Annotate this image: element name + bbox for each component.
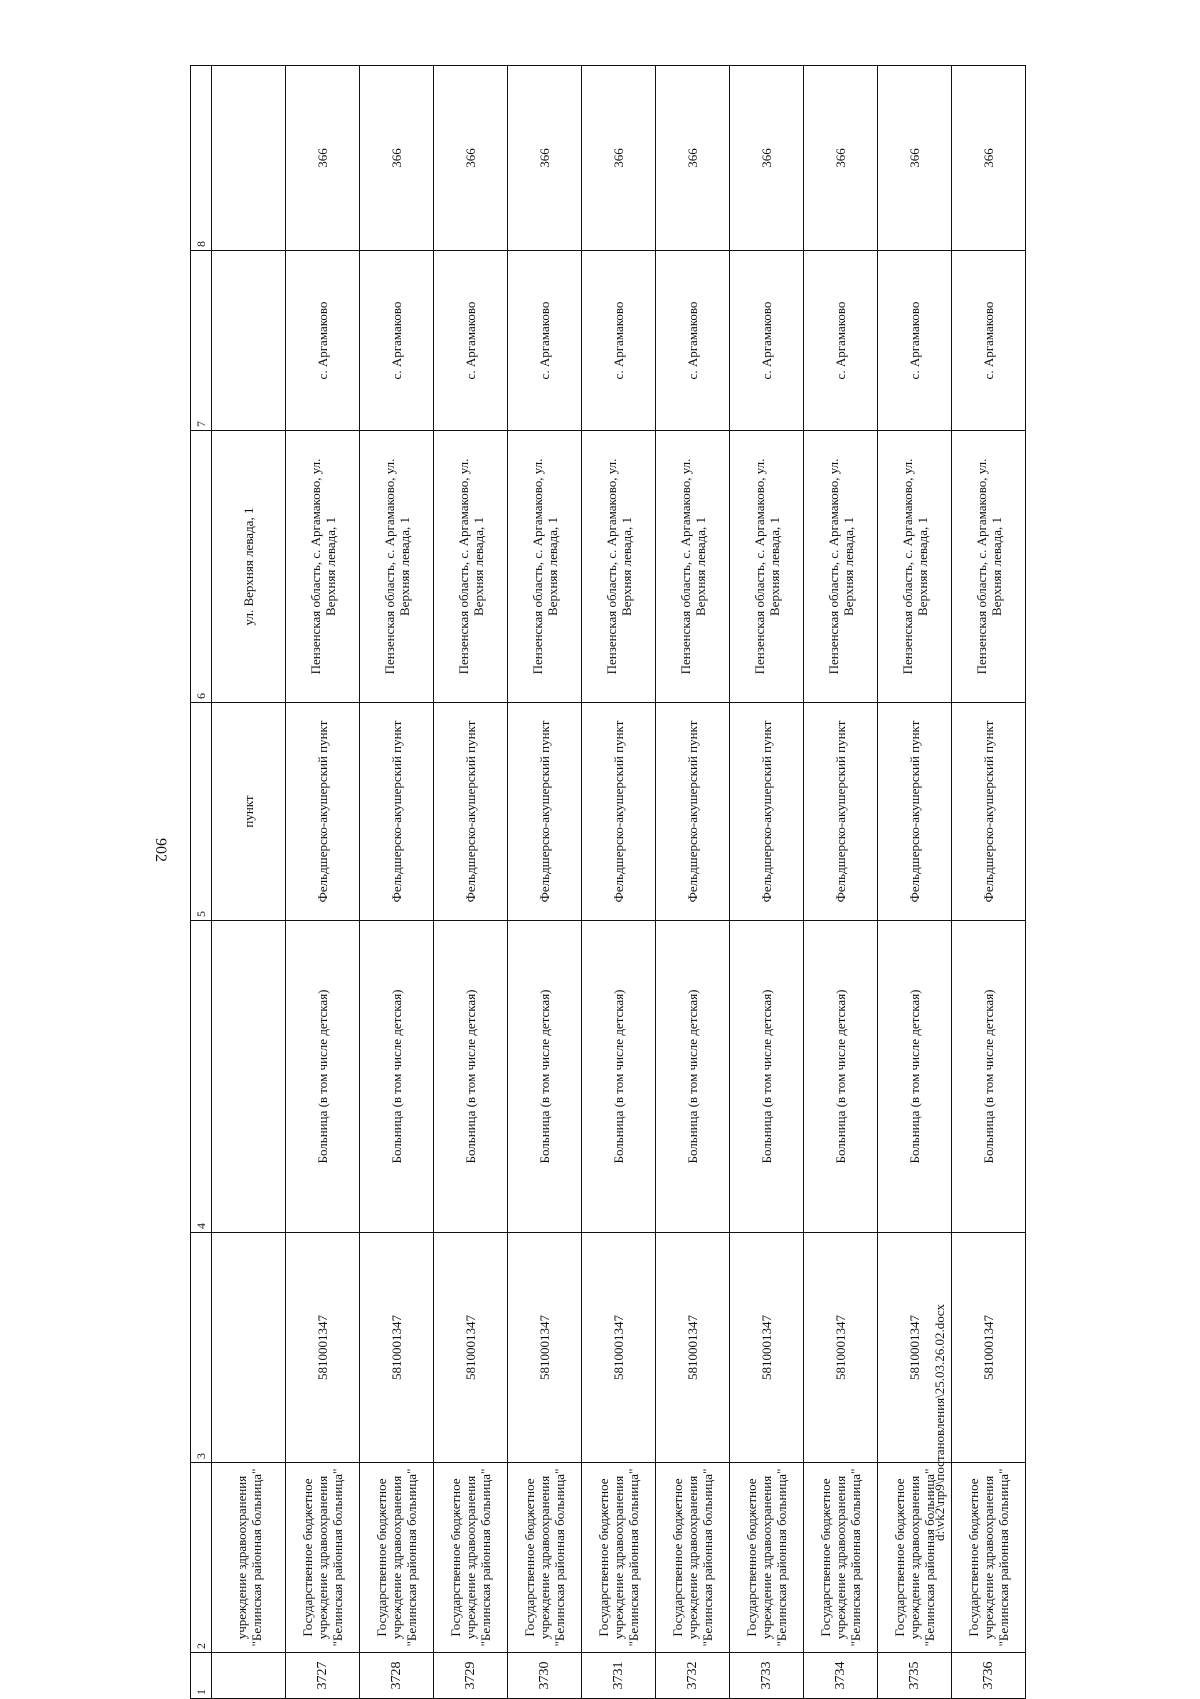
column-header: 5 — [191, 703, 212, 921]
cell-inn: 5810001347 — [582, 1233, 656, 1463]
cell-num: 3734 — [804, 1653, 878, 1699]
cell-type: Фельдшерско-акушерский пункт — [878, 703, 952, 921]
table-row — [656, 66, 730, 1699]
cell-org: Государственное бюджетное учреждение здравоохранения "Белинская районная больница" — [582, 1463, 656, 1653]
cell-inn: 5810001347 — [730, 1233, 804, 1463]
cell-code: 366 — [730, 66, 804, 251]
table-row — [952, 66, 1026, 1699]
cell-type: Фельдшерско-акушерский пункт — [952, 703, 1026, 921]
cell-address: Пензенская область, с. Аргамаково, ул. Верхняя левада, 1 — [730, 431, 804, 703]
column-header: 1 — [191, 1653, 212, 1699]
page-number: 902 — [152, 838, 169, 862]
cell-locality: с. Аргамаково — [434, 251, 508, 431]
cell-locality: с. Аргамаково — [508, 251, 582, 431]
cell-category: Больница (в том числе детская) — [360, 921, 434, 1233]
cell-locality: с. Аргамаково — [286, 251, 360, 431]
cell-address: Пензенская область, с. Аргамаково, ул. Верхняя левада, 1 — [286, 431, 360, 703]
cell-inn — [212, 1233, 286, 1463]
cell-address: Пензенская область, с. Аргамаково, ул. Верхняя левада, 1 — [804, 431, 878, 703]
cell-address: Пензенская область, с. Аргамаково, ул. Верхняя левада, 1 — [582, 431, 656, 703]
cell-locality: с. Аргамаково — [952, 251, 1026, 431]
cell-locality: с. Аргамаково — [656, 251, 730, 431]
cell-locality: с. Аргамаково — [878, 251, 952, 431]
cell-category: Больница (в том числе детская) — [508, 921, 582, 1233]
cell-category: Больница (в том числе детская) — [730, 921, 804, 1233]
cell-address: Пензенская область, с. Аргамаково, ул. Верхняя левада, 1 — [360, 431, 434, 703]
cell-address: Пензенская область, с. Аргамаково, ул. Верхняя левада, 1 — [656, 431, 730, 703]
column-header: 7 — [191, 251, 212, 431]
cell-address: Пензенская область, с. Аргамаково, ул. Верхняя левада, 1 — [952, 431, 1026, 703]
cell-type: Фельдшерско-акушерский пункт — [730, 703, 804, 921]
cell-inn: 5810001347 — [952, 1233, 1026, 1463]
cell-type: Фельдшерско-акушерский пункт — [582, 703, 656, 921]
cell-type: Фельдшерско-акушерский пункт — [286, 703, 360, 921]
cell-address: Пензенская область, с. Аргамаково, ул. Верхняя левада, 1 — [878, 431, 952, 703]
cell-category: Больница (в том числе детская) — [656, 921, 730, 1233]
cell-category: Больница (в том числе детская) — [434, 921, 508, 1233]
cell-num: 3729 — [434, 1653, 508, 1699]
cell-code: 366 — [434, 66, 508, 251]
column-header: 2 — [191, 1463, 212, 1653]
cell-code — [212, 66, 286, 251]
cell-num: 3730 — [508, 1653, 582, 1699]
table-row — [286, 66, 360, 1699]
column-header: 6 — [191, 431, 212, 703]
cell-code: 366 — [360, 66, 434, 251]
cell-locality: с. Аргамаково — [360, 251, 434, 431]
cell-type: пункт — [212, 703, 286, 921]
cell-org: Государственное бюджетное учреждение здравоохранения "Белинская районная больница" — [730, 1463, 804, 1653]
cell-code: 366 — [286, 66, 360, 251]
cell-address: Пензенская область, с. Аргамаково, ул. Верхняя левада, 1 — [508, 431, 582, 703]
footer-file-path: d:\vk2\пр9\постановления\25.03.26.02.docx — [932, 1303, 947, 1541]
table-row — [360, 66, 434, 1699]
cell-inn: 5810001347 — [360, 1233, 434, 1463]
cell-code: 366 — [878, 66, 952, 251]
cell-org: Государственное бюджетное учреждение здравоохранения "Белинская районная больница" — [360, 1463, 434, 1653]
table-row — [508, 66, 582, 1699]
cell-category: Больница (в том числе детская) — [582, 921, 656, 1233]
cell-inn: 5810001347 — [878, 1233, 952, 1463]
cell-org: учреждение здравоохранения "Белинская районная больница" — [212, 1463, 286, 1653]
cell-code: 366 — [952, 66, 1026, 251]
cell-num: 3727 — [286, 1653, 360, 1699]
cell-type: Фельдшерско-акушерский пункт — [508, 703, 582, 921]
cell-locality: с. Аргамаково — [804, 251, 878, 431]
cell-category: Больница (в том числе детская) — [804, 921, 878, 1233]
cell-num — [212, 1653, 286, 1699]
cell-locality: с. Аргамаково — [730, 251, 804, 431]
cell-code: 366 — [508, 66, 582, 251]
cell-org: Государственное бюджетное учреждение здравоохранения "Белинская районная больница" — [286, 1463, 360, 1653]
cell-inn: 5810001347 — [804, 1233, 878, 1463]
table-row — [434, 66, 508, 1699]
registry-table — [190, 65, 1026, 1699]
cell-inn: 5810001347 — [434, 1233, 508, 1463]
cell-code: 366 — [804, 66, 878, 251]
cell-num: 3728 — [360, 1653, 434, 1699]
cell-type: Фельдшерско-акушерский пункт — [656, 703, 730, 921]
cell-org: Государственное бюджетное учреждение здравоохранения "Белинская районная больница" — [804, 1463, 878, 1653]
table-row — [582, 66, 656, 1699]
column-header: 4 — [191, 921, 212, 1233]
cell-address: Пензенская область, с. Аргамаково, ул. Верхняя левада, 1 — [434, 431, 508, 703]
cell-org: Государственное бюджетное учреждение здравоохранения "Белинская районная больница" — [952, 1463, 1026, 1653]
cell-category — [212, 921, 286, 1233]
cell-type: Фельдшерско-акушерский пункт — [804, 703, 878, 921]
cell-org: Государственное бюджетное учреждение здравоохранения "Белинская районная больница" — [878, 1463, 952, 1653]
cell-num: 3731 — [582, 1653, 656, 1699]
cell-num: 3735 — [878, 1653, 952, 1699]
cell-code: 366 — [656, 66, 730, 251]
cell-category: Больница (в том числе детская) — [286, 921, 360, 1233]
cell-num: 3736 — [952, 1653, 1026, 1699]
cell-category: Больница (в том числе детская) — [952, 921, 1026, 1233]
continued-row — [212, 66, 286, 1699]
column-header: 8 — [191, 66, 212, 251]
cell-inn: 5810001347 — [656, 1233, 730, 1463]
cell-inn: 5810001347 — [286, 1233, 360, 1463]
table-row — [804, 66, 878, 1699]
table-container — [190, 66, 1026, 1699]
cell-type: Фельдшерско-акушерский пункт — [360, 703, 434, 921]
cell-org: Государственное бюджетное учреждение здравоохранения "Белинская районная больница" — [656, 1463, 730, 1653]
table-row — [730, 66, 804, 1699]
cell-num: 3733 — [730, 1653, 804, 1699]
cell-org: Государственное бюджетное учреждение здравоохранения "Белинская районная больница" — [434, 1463, 508, 1653]
cell-category: Больница (в том числе детская) — [878, 921, 952, 1233]
cell-type: Фельдшерско-акушерский пункт — [434, 703, 508, 921]
cell-num: 3732 — [656, 1653, 730, 1699]
column-number-row — [191, 66, 212, 1699]
cell-inn: 5810001347 — [508, 1233, 582, 1463]
cell-locality — [212, 251, 286, 431]
cell-locality: с. Аргамаково — [582, 251, 656, 431]
cell-address: ул. Верхняя левада, 1 — [212, 431, 286, 703]
cell-org: Государственное бюджетное учреждение здравоохранения "Белинская районная больница" — [508, 1463, 582, 1653]
cell-code: 366 — [582, 66, 656, 251]
column-header: 3 — [191, 1233, 212, 1463]
